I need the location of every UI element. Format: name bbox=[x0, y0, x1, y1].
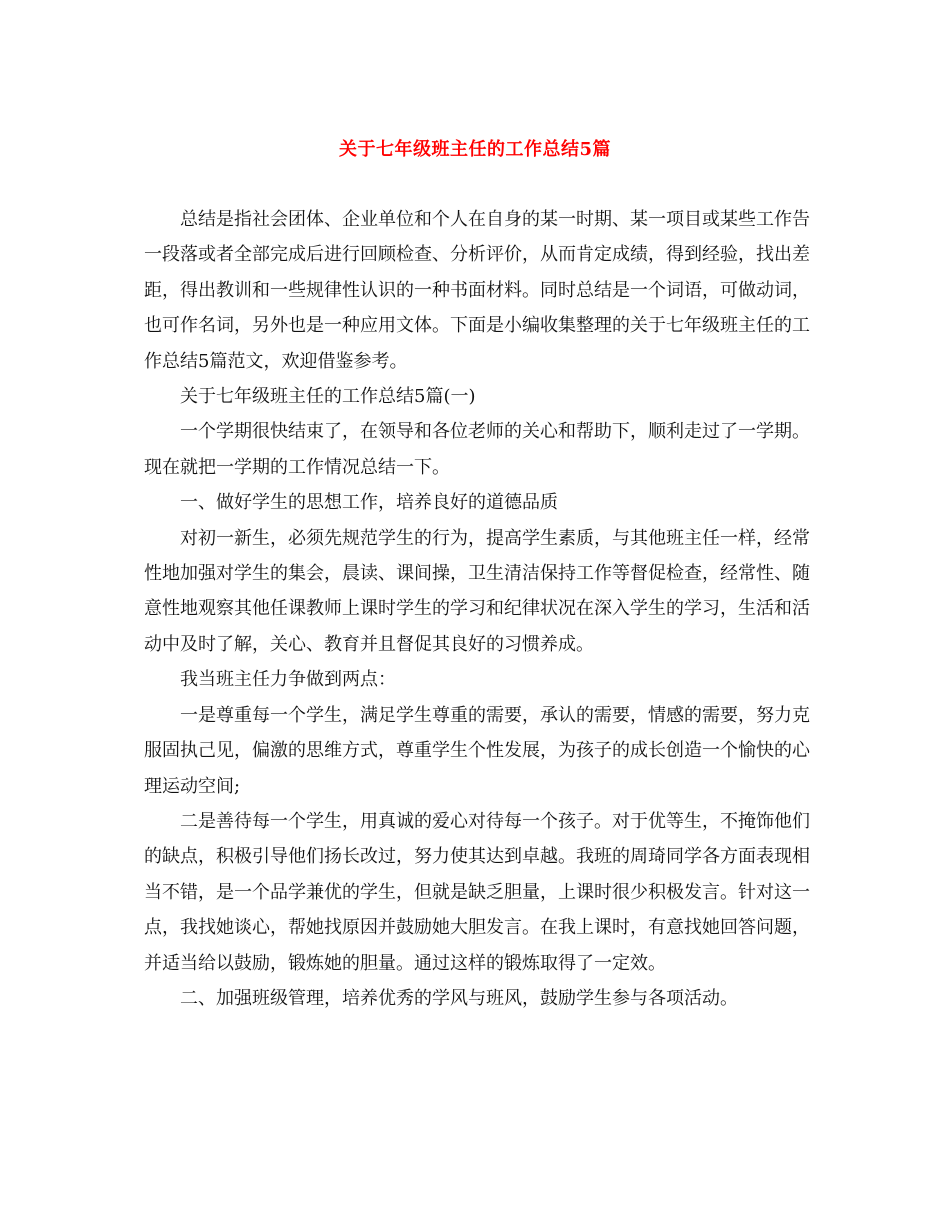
paragraph-subheading: 一、做好学生的思想工作，培养良好的道德品质 bbox=[180, 492, 558, 514]
paragraph: 二是善待每一个学生，用真诚的爱心对待每一个孩子。对于优等生，不掩饰他们的缺点，积极引导他们扬长改过，努力使其达到卓越。我班的周琦同学各方面表现相当不错，是一个品学兼优的学生，但就是缺乏胆量，上课时很少积极发言。针对这一点，我找她谈心，帮她找原因并鼓励她大胆发言。在我上课时，有意找她回答问题，并适当给以鼓励，锻炼她的胆量。通过这样的锻炼取得了一定效。 bbox=[144, 810, 810, 974]
paragraph: 对初一新生，必须先规范学生的行为，提高学生素质，与其他班主任一样，经常性地加强对学生的集会，晨读、课间操，卫生清洁保持工作等督促检查，经常性、随意性地观察其他任课教师上课时学生的学习和纪律状况在深入学生的学习，生活和活动中及时了解，关心、教育并且督促其良好的习惯养成。 bbox=[144, 527, 810, 655]
paragraph: 我当班主任力争做到两点： bbox=[180, 669, 396, 691]
document-body bbox=[144, 202, 810, 1016]
paragraph-section-heading: 关于七年级班主任的工作总结5篇(一) bbox=[180, 386, 476, 408]
paragraph: 一是尊重每一个学生，满足学生尊重的需要，承认的需要，情感的需要，努力克服固执己见，偏激的思维方式，尊重学生个性发展，为孩子的成长创造一个愉快的心理运动空间; bbox=[144, 704, 810, 797]
document-title: 关于七年级班主任的工作总结5篇 bbox=[338, 139, 612, 160]
paragraph-intro: 总结是指社会团体、企业单位和个人在自身的某一时期、某一项目或某些工作告一段落或者全部完成后进行回顾检查、分析评价，从而肯定成绩，得到经验，找出差距，得出教训和一些规律性认识的一种书面材料。同时总结是一个词语，可做动词，也可作名词，另外也是一种应用文体。下面是小编收集整理的关于七年级班主任的工作总结5篇范文，欢迎借鉴参考。 bbox=[144, 209, 810, 372]
paragraph: 一个学期很快结束了，在领导和各位老师的关心和帮助下，顺利走过了一学期。现在就把一学期的工作情况总结一下。 bbox=[144, 421, 810, 478]
paragraph-subheading: 二、加强班级管理，培养优秀的学风与班风，鼓励学生参与各项活动。 bbox=[180, 987, 738, 1009]
